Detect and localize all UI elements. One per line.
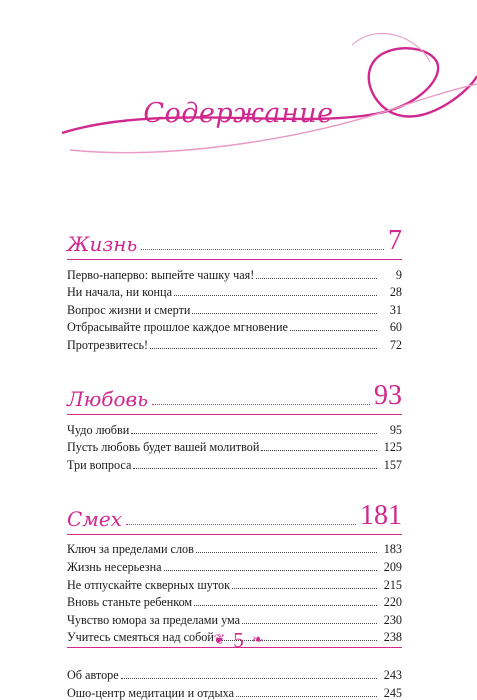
dot-leader [152,404,370,405]
dot-leader [192,313,377,314]
entry-title: Отбрасывайте прошлое каждое мгновение [67,320,288,335]
toc-back-matter [67,664,402,699]
toc-entry[interactable] [67,334,402,352]
section-rule [67,414,402,415]
entry-page: 245 [383,685,402,700]
toc-entry[interactable] [67,592,402,610]
entry-title: Ошо-центр медитации и отдыха [67,685,234,700]
dot-leader [133,468,377,469]
toc-entry[interactable] [67,419,402,437]
toc-section-life [67,218,402,352]
entry-page: 230 [383,612,402,627]
folio-number: 5 [233,628,244,652]
entry-title: Учитесь смеяться над собой [67,630,214,645]
toc-entry[interactable] [67,299,402,317]
toc-entry[interactable] [67,556,402,574]
entry-title: Вновь станьте ребенком [67,595,193,610]
toc-entry[interactable] [67,317,402,335]
dot-leader [131,433,377,434]
entry-title: Перво-наперво: выпейте чашку чая! [67,267,255,282]
dot-leader [141,249,384,250]
toc-entry[interactable] [67,454,402,472]
toc-entry[interactable] [67,264,402,282]
toc-entry[interactable] [67,437,402,455]
entry-page: 183 [383,542,402,557]
entry-title: Ни начала, ни конца [67,285,172,300]
entry-title: Чувство юмора за пределами ума [67,612,241,627]
entry-page: 209 [383,559,402,574]
spacer [67,472,402,493]
toc-entry[interactable] [67,682,402,700]
section-page: 7 [388,225,402,256]
dot-leader [196,552,377,553]
entry-page: 220 [383,595,402,610]
entry-page: 95 [389,422,402,437]
entry-page: 28 [389,285,402,300]
toc-entry[interactable] [67,282,402,300]
dot-leader [232,588,377,589]
page-number [0,628,477,653]
dot-leader [194,605,377,606]
section-title: Жизнь [67,232,138,256]
dot-leader [290,330,377,331]
dot-leader [261,450,377,451]
section-heading[interactable] [67,373,402,411]
toc-entry[interactable] [67,539,402,557]
entry-page: 215 [383,577,402,592]
dot-leader [150,348,377,349]
spacer [67,352,402,373]
entry-title: Протрезвитесь! [67,337,149,352]
toc-entry[interactable] [67,664,402,682]
section-heading[interactable] [67,218,402,256]
entry-title: Об авторе [67,667,119,682]
dot-leader [256,278,377,279]
entry-page: 125 [383,440,402,455]
entry-title: Пусть любовь будет вашей молитвой [67,440,260,455]
section-title: Смех [67,506,122,531]
page-title: Содержание [143,98,334,129]
entry-title: Вопрос жизни и смерти [67,302,191,317]
entry-title: Три вопроса [67,457,132,472]
entry-page: 238 [383,630,402,645]
section-rule [67,534,402,535]
ornament-left-icon: ❦ [213,632,226,648]
section-title: Любовь [67,386,149,411]
entry-page: 243 [383,667,402,682]
entry-title: Не отпускайте скверных шуток [67,577,231,592]
entry-title: Жизнь несерьезна [67,559,162,574]
section-page: 93 [374,379,402,411]
toc-section-laughter [67,493,402,645]
entry-title: Ключ за пределами слов [67,542,194,557]
entry-page: 72 [389,337,402,352]
spacer [67,652,402,664]
dot-leader [236,696,377,697]
section-rule [67,259,402,260]
dot-leader [174,295,377,296]
toc-entry[interactable] [67,574,402,592]
ornament-right-icon: ❧ [251,632,264,648]
section-heading[interactable] [67,493,402,531]
dot-leader [242,623,377,624]
toc-entry[interactable] [67,609,402,627]
entry-page: 31 [389,302,402,317]
entry-page: 9 [395,267,402,282]
entry-title: Чудо любви [67,422,130,437]
toc-section-love [67,373,402,472]
dot-leader [121,678,377,679]
entry-page: 157 [383,457,402,472]
dot-leader [126,524,356,525]
dot-leader [164,570,377,571]
entry-page: 60 [389,320,402,335]
section-page: 181 [360,499,402,531]
